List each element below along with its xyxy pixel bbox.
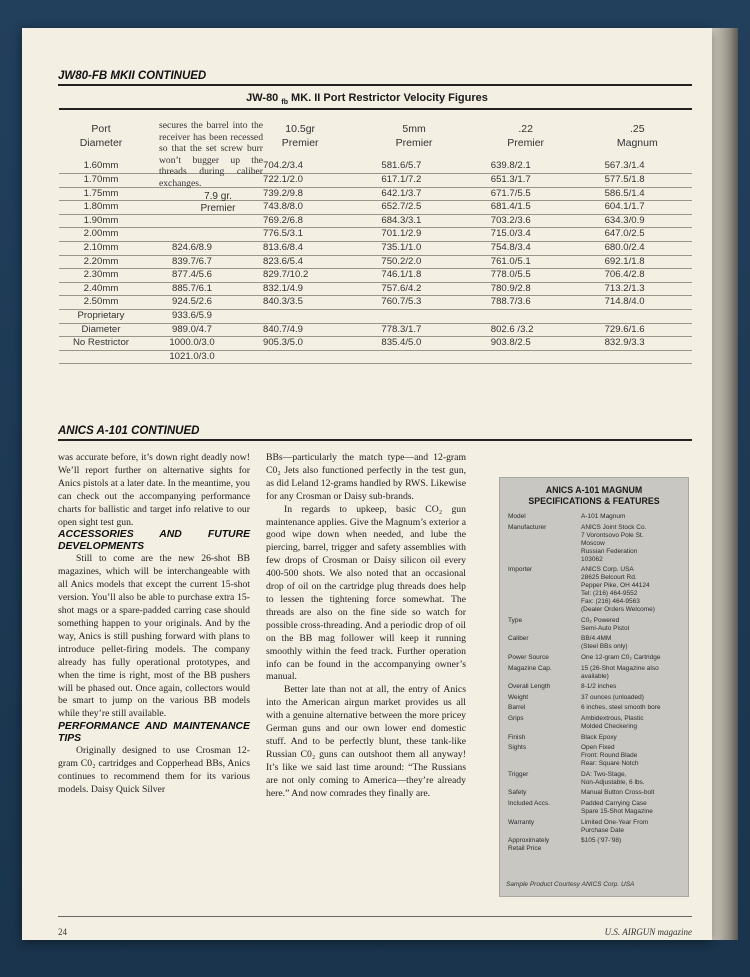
spec-key: Finish [508, 733, 526, 741]
velocity-cell: 680.0/2.4 [583, 242, 692, 256]
velocity-cell: 671.7/5.5 [469, 187, 583, 201]
table-row [59, 337, 692, 351]
velocity-cell: 604.1/1.7 [583, 201, 692, 215]
velocity-cell: 835.4/5.0 [359, 337, 468, 351]
velocity-cell: 813.6/8.4 [241, 242, 359, 256]
table-top-rule [59, 108, 692, 110]
spec-row [500, 771, 688, 787]
velocity-cell: 839.7/6.7 [143, 255, 241, 269]
subheading: PERFORMANCE AND MAINTENANCE TIPS [58, 721, 250, 745]
velocity-cell: 840.7/4.9 [241, 323, 359, 337]
paragraph: Originally designed to use Crosman 12-gram C0₂ cartridges and Copperhead BBs, Anics continues to recommend them for its various models. Daisy Quick Silver [58, 745, 250, 795]
velocity-cell: 713.2/1.3 [583, 282, 692, 296]
spec-key: Importer [508, 566, 533, 574]
velocity-cell: 639.8/2.1 [469, 160, 583, 174]
row-label: 1.70mm [59, 174, 143, 188]
velocity-cell: 715.0/3.4 [469, 228, 583, 242]
table-row [59, 214, 692, 228]
spec-key: Model [508, 513, 526, 520]
velocity-cell: 832.9/3.3 [583, 337, 692, 351]
row-label: 2.20mm [59, 255, 143, 269]
continued-header-jw80: JW80-FB MKII CONTINUED [58, 70, 207, 82]
footer-rule [58, 916, 692, 917]
spec-value: ANICS Corp. USA 28625 Belcourt Rd. Pepper Pike, OH 44124 Tel: (216) 464-9552 Fax: (216) 464-9563 (Dealer Orders Welcome) [581, 566, 655, 614]
paragraph: Better late than not at all, the entry of Anics into the American airgun market provides us all with a genuine alternative between the more pricey German guns and our own lower end domestic stuff. And to be perfectly blunt, these tank-like Russian C0₂ guns can outshoot them all anyway! It’s like we said last time around: “The Russians are not only coming to America—they’re already here.” And now comrades they finally are. [266, 684, 466, 799]
velocity-cell: 924.5/2.6 [143, 296, 241, 310]
velocity-cell [143, 228, 241, 242]
velocity-cell: 776.5/3.1 [241, 228, 359, 242]
header-10-5gr: 10.5gr Premier [281, 123, 319, 149]
table-note: secures the barrel into the receiver has been recessed so that the set screw burr won’t bugger up the threads during caliber exchanges. 7.9 gr. Premier [159, 120, 263, 214]
header-25: .25 Magnum [616, 123, 658, 149]
velocity-cell [583, 350, 692, 364]
magazine-page [22, 28, 712, 940]
spec-key: Power Source [508, 653, 549, 661]
velocity-cell: 647.0/2.5 [583, 228, 692, 242]
spec-row [500, 837, 688, 853]
table-row [59, 310, 692, 324]
velocity-cell: 823.6/5.4 [241, 255, 359, 269]
velocity-cell: 754.8/3.4 [469, 242, 583, 256]
table-row [59, 160, 692, 174]
table-title: JW-80 $_{fb}$ MK. II Port Restrictor Velocity Figures [246, 92, 488, 107]
spec-value: 6 inches, steel smooth bore [581, 704, 661, 712]
velocity-cell: 681.4/1.5 [469, 201, 583, 215]
row-label: 2.40mm [59, 282, 143, 296]
velocity-cell: 885.7/6.1 [143, 282, 241, 296]
velocity-cell: 778.3/1.7 [359, 323, 468, 337]
table-header-row [59, 122, 692, 160]
paragraph: Still to come are the new 26-shot BB magazines, which will be interchangeable with all Anics models that except the current 15-shot version. You’ll also be able to purchase extra 15-shot mags or a spare-padded carring case should something happen to your originals. And by the way, Anics is still pushing forward with plans to introduce pellet-firing models. The company already has fully operational prototypes, and when the time is right, most of the BB pushers will be phased out. Once again, collectors would be smart to jump on the various BB models while they’re still available. [58, 553, 250, 720]
velocity-cell: 761.0/5.1 [469, 255, 583, 269]
magazine-name: U.S. AIRGUN magazine [604, 927, 692, 937]
velocity-cell: 769.2/6.8 [241, 214, 359, 228]
header-port-diameter: Port Diameter [79, 123, 123, 149]
table-row [59, 201, 692, 215]
spec-row [500, 734, 688, 742]
velocity-cell: 788.7/3.6 [469, 296, 583, 310]
specs-credit: Sample Product Courtesy ANICS Corp. USA [506, 881, 635, 888]
velocity-cell: 692.1/1.8 [583, 255, 692, 269]
velocity-cell: 824.6/8.9 [143, 242, 241, 256]
velocity-cell: 714.8/4.0 [583, 296, 692, 310]
row-label: 2.50mm [59, 296, 143, 310]
spec-row [500, 654, 688, 662]
continued-header-anics: ANICS A-101 CONTINUED [58, 425, 200, 437]
velocity-cell: 703.2/3.6 [469, 214, 583, 228]
row-label: No Restrictor [59, 337, 143, 351]
spec-row [500, 789, 688, 797]
spec-value: A-101 Magnum [581, 513, 626, 520]
header-22: .22 Premier [507, 123, 545, 149]
table-row [59, 323, 692, 337]
velocity-cell: 829.7/10.2 [241, 269, 359, 283]
spec-row [500, 665, 688, 681]
velocity-cell: 877.4/5.6 [143, 269, 241, 283]
velocity-cell: 1000.0/3.0 [143, 337, 241, 351]
spec-value: $105 (’97-’98) [581, 837, 622, 845]
velocity-cell: 567.3/1.4 [583, 160, 692, 174]
velocity-table [59, 122, 692, 364]
velocity-cell: 905.3/5.0 [241, 337, 359, 351]
specs-title: ANICS A-101 MAGNUM SPECIFICATIONS & FEATURES [528, 485, 660, 506]
velocity-cell: 729.6/1.6 [583, 323, 692, 337]
spec-key: Barrel [508, 704, 526, 712]
row-label: 1.90mm [59, 214, 143, 228]
velocity-cell: 577.5/1.8 [583, 174, 692, 188]
table-row [59, 350, 692, 364]
spec-value: ANICS Joint Stock Co. 7 Vorontsovo Pole St. Moscow Russian Federation 103062 [581, 523, 647, 563]
velocity-cell: 750.2/2.0 [359, 255, 468, 269]
row-label: 1.75mm [59, 187, 143, 201]
spec-value: 15 (26-Shot Magazine also available) [581, 664, 659, 680]
velocity-cell: 746.1/1.8 [359, 269, 468, 283]
velocity-cell: 989.0/4.7 [143, 323, 241, 337]
spec-row [500, 744, 688, 768]
paragraph: BBs—particularly the match type—and 12-gram C0₂ Jets also functioned perfectly in the test gun, as did Leland 12-grams handled by RWS. Likewise for any Crosman or Daisy sub-brands. [266, 452, 466, 502]
article-column-2 [266, 452, 466, 800]
paragraph: In regards to upkeep, basic CO₂ gun maintenance applies. Give the Magnum’s exterior a good wipe down when needed, and lube the piercing, barrel, trigger and safety assemblies with few drops of Crosman or Daisy silicon oil every 400-500 shots. We also noted that an occasional drop of oil on the cartridge plug threads does help to lessen the tightening force somewhat. The threads are also on the fine side so watch for possible cross-threading. And a periodic drop of oil on the BB mag follower will keep it running smoothly within the feed track. Further operation info can be found in the accompanying owner’s manual. [266, 503, 466, 683]
velocity-cell: 832.1/4.9 [241, 282, 359, 296]
spec-key: Approximately Retail Price [508, 837, 550, 853]
table-row [59, 228, 692, 242]
velocity-cell: 760.7/5.3 [359, 296, 468, 310]
row-label: 1.80mm [59, 201, 143, 215]
velocity-cell [241, 350, 359, 364]
row-label: 1.60mm [59, 160, 143, 174]
velocity-cell: 739.2/9.8 [241, 187, 359, 201]
velocity-cell: 651.3/1.7 [469, 174, 583, 188]
spec-key: Overall Length [508, 683, 551, 691]
velocity-cell: 933.6/5.9 [143, 310, 241, 324]
spec-row [500, 800, 688, 816]
velocity-cell: 586.5/1.4 [583, 187, 692, 201]
spec-value: Padded Carrying Case Spare 15-Shot Magazine [581, 799, 653, 815]
spec-key: Safety [508, 789, 527, 797]
row-label: Diameter [59, 323, 143, 337]
velocity-cell: 701.1/2.9 [359, 228, 468, 242]
spec-key: Caliber [508, 635, 529, 643]
page-number: 24 [58, 927, 67, 937]
spec-row [500, 635, 688, 651]
velocity-cell: 778.0/5.5 [469, 269, 583, 283]
velocity-cell: 617.1/7.2 [359, 174, 468, 188]
paragraph: was accurate before, it’s down right deadly now! We’ll report further on alternative sights for Anics pistols at a later date. In the meantime, you can check out the accompanying performance charts for ballistic and target info relative to our open sight test gun. [58, 452, 250, 528]
velocity-cell [143, 214, 241, 228]
velocity-cell: 706.4/2.8 [583, 269, 692, 283]
header-5mm: 5mm Premier [395, 123, 433, 149]
header-rule [58, 84, 692, 86]
spec-value: DA: Two-Stage, Non-Adjustable, 6 lbs. [581, 770, 645, 786]
spec-value: Manual Button Cross-bolt [581, 789, 655, 797]
spec-row [500, 683, 688, 691]
spec-row [500, 513, 688, 521]
spec-value: 8-1/2 inches [581, 683, 617, 691]
spec-row [500, 819, 688, 835]
velocity-cell: 652.7/2.5 [359, 201, 468, 215]
spec-key: Included Accs. [508, 799, 550, 807]
spec-value: One 12-gram C0₂ Cartridge [581, 653, 661, 661]
spec-key: Type [508, 616, 523, 624]
spec-row [500, 566, 688, 614]
specs-grid [500, 513, 688, 853]
velocity-cell: 802.6 /3.2 [469, 323, 583, 337]
note-sub: 7.9 gr. Premier [200, 190, 236, 214]
spec-key: Grips [508, 714, 524, 722]
row-label: 2.00mm [59, 228, 143, 242]
spec-value: 37 ounces (unloaded) [581, 693, 644, 701]
table-row [59, 269, 692, 283]
velocity-cell [241, 310, 359, 324]
spec-row [500, 617, 688, 633]
velocity-cell [359, 310, 468, 324]
velocity-cell: 634.3/0.9 [583, 214, 692, 228]
spec-value: C0₂ Powered Semi-Auto Pistol [581, 616, 630, 632]
spec-row [500, 524, 688, 564]
velocity-cell: 780.9/2.8 [469, 282, 583, 296]
velocity-cell: 757.6/4.2 [359, 282, 468, 296]
spec-key: Trigger [508, 770, 529, 778]
row-label: 2.30mm [59, 269, 143, 283]
spec-value: Black Epoxy [581, 733, 617, 741]
table-row [59, 187, 692, 201]
row-label [59, 350, 143, 364]
velocity-cell: 735.1/1.0 [359, 242, 468, 256]
velocity-cell: 642.1/3.7 [359, 187, 468, 201]
next-page-edge [712, 28, 738, 940]
spec-key: Warranty [508, 818, 535, 826]
velocity-cell [359, 350, 468, 364]
article-column-1 [58, 452, 250, 797]
table-row [59, 255, 692, 269]
velocity-cell: 840.3/3.5 [241, 296, 359, 310]
velocity-cell: 1021.0/3.0 [143, 350, 241, 364]
spec-row [500, 704, 688, 712]
velocity-cell: 581.6/5.7 [359, 160, 468, 174]
velocity-cell: 903.8/2.5 [469, 337, 583, 351]
spec-value: Limited One-Year From Purchase Date [581, 818, 649, 834]
spec-key: Weight [508, 693, 529, 701]
velocity-cell: 684.3/3.1 [359, 214, 468, 228]
velocity-cell: 743.8/8.0 [241, 201, 359, 215]
velocity-cell: 704.2/3.4 [241, 160, 359, 174]
section-rule [58, 439, 692, 441]
velocity-cell [583, 310, 692, 324]
table-row [59, 242, 692, 256]
spec-row [500, 715, 688, 731]
spec-value: BB/4.4MM (Steel BBs only) [581, 635, 628, 651]
velocity-cell [469, 310, 583, 324]
table-row [59, 296, 692, 310]
spec-row [500, 694, 688, 702]
spec-value: Ambidextrous, Plastic Molded Checkering [581, 714, 644, 730]
row-label: 2.10mm [59, 242, 143, 256]
spec-value: Open Fixed Front: Round Blade Rear: Square Notch [581, 744, 639, 768]
row-label: Proprietary [59, 310, 143, 324]
spec-key: Sights [508, 744, 527, 752]
table-row [59, 282, 692, 296]
velocity-cell [469, 350, 583, 364]
velocity-cell: 722.1/2.0 [241, 174, 359, 188]
specs-box [499, 477, 689, 897]
spec-key: Magazine Cap. [508, 664, 552, 672]
spec-key: Manufacturer [508, 523, 547, 531]
table-row [59, 174, 692, 188]
subheading: ACCESSORIES AND FUTURE DEVELOPMENTS [58, 529, 250, 553]
